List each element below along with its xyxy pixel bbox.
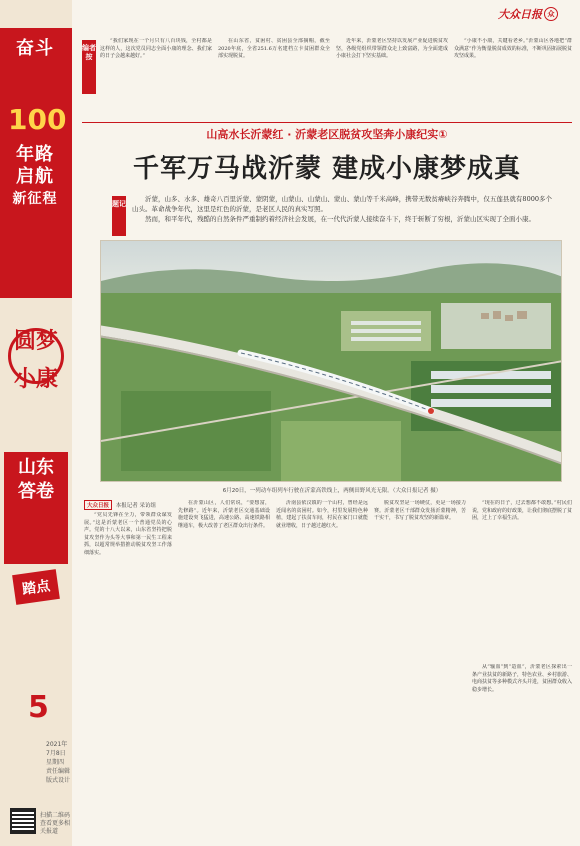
- answer-block: [4, 452, 68, 564]
- dream-text: [6, 322, 66, 398]
- answer-line-2: 答卷: [18, 481, 54, 502]
- point-tag: 踏点: [12, 569, 60, 605]
- top-paragraph: 近年来，沂蒙老区坚持以发展产业促进脱贫攻坚，各级党组织带领群众走上致富路，为全面建成小康社会打下坚实基础。: [336, 38, 448, 60]
- lead-text: [132, 194, 552, 224]
- series-title-rest: [8, 144, 62, 210]
- top-paragraph: “小康不小康，关键看老乡。”沂蒙山区各地把“群众满意”作为衡量脱贫成效的标准，不断巩固拓展脱贫攻坚成果。: [454, 38, 572, 60]
- top-column-1: [100, 38, 212, 118]
- body-paragraph: 在沂蒙山区，人们常说，“要想富，先修路”。近年来，沂蒙老区交通基础设施建设突飞猛进，高速公路、高速铁路相继通车，极大改善了老区群众出行条件。: [178, 500, 270, 529]
- answer-text: [8, 456, 64, 504]
- logo-seal-icon: 众: [544, 7, 558, 21]
- qr-caption: 扫描二维码 查看更多相关报道: [40, 812, 71, 835]
- masthead: [498, 4, 578, 24]
- dream-line-1: 圆梦: [13, 328, 58, 354]
- answer-line-1: 山东: [18, 457, 54, 478]
- byline-authors: 本报记者 采访组: [115, 503, 157, 509]
- series-title-line-4: 新征程: [12, 191, 58, 207]
- dream-calligraphy: [6, 322, 66, 452]
- issue-meta: 2021年7月8日 星期四 责任编辑 版式设计: [46, 741, 71, 784]
- top-column-3: [336, 38, 448, 118]
- top-column-2: [218, 38, 330, 118]
- lead-paragraph: 然而，和平年代，残酷的自然条件严重制约着经济社会发展，在一代代沂蒙人接续奋斗下，终于斩断了穷根，沂蒙山区实现了全面小康。: [145, 215, 535, 223]
- body-paragraph: 脱贫攻坚是一场硬仗，更是一场接力赛。沂蒙老区干部群众发扬沂蒙精神，苦干实干，书写了脱贫攻坚的新篇章。: [374, 500, 466, 522]
- dream-line-2: 小康: [13, 366, 58, 392]
- photo-caption: 6月20日，一列动车组列车行驶在沂蒙高铁线上，两侧田野风光无限。（大众日报记者 摄）: [222, 488, 442, 494]
- qr-code-icon[interactable]: [10, 808, 36, 834]
- body-paragraph: “现在的日子，过去想都不敢想。”村民们说，党和政府的好政策，让我们彻底摆脱了贫困，过上了幸福生活。: [472, 500, 572, 522]
- lead-paragraph: 沂蒙，山多、水多、雄奇八百里沂蒙、蒙阴蒙，山蒙山、山蒙山、蒙山、蒙山等千米高峰，携带无数贫瘠峡谷奔腾中，仅五莲县就有8000多个山头。革命战争年代，这里是红色的沂蒙，是老区人民的真实写照。: [132, 195, 552, 213]
- body-column-6: [472, 664, 572, 838]
- train-landscape-image: [101, 241, 562, 482]
- body-paragraph: 沂南县依汶镇的一个山村，曾经是远近闻名的贫困村。如今，村里发展特色种植，建起了扶贫车间，村民在家门口就能就业增收，日子越过越红火。: [276, 500, 368, 529]
- hundred-number: 100: [8, 103, 67, 136]
- newspaper-logo: 大众日报: [498, 8, 542, 21]
- body-column-3: [276, 500, 368, 838]
- page-number: 5: [28, 690, 49, 725]
- lead-tag: 题记: [112, 196, 126, 236]
- divider: [82, 122, 572, 123]
- byline-label: 大众日报: [84, 500, 112, 510]
- body-column-2: [178, 500, 270, 838]
- series-title-line-2: 年路: [16, 144, 54, 165]
- body-column-5: [472, 500, 572, 660]
- series-title: [8, 38, 62, 60]
- news-photo[interactable]: [100, 240, 562, 482]
- left-sidebar: [0, 0, 72, 846]
- top-paragraph: “我们家现在一个月只有八百块钱，全村都是这样的人，这次党员同志全面小康的理念、我们家的日子会越来越好。”: [100, 38, 212, 60]
- top-column-4: [454, 38, 572, 118]
- body-paragraph: 从“输血”到“造血”，沂蒙老区探索出一条产业扶贫的新路子，特色农业、乡村旅游、电商扶贫等多种模式齐头并进，贫困群众收入稳步增长。: [472, 664, 572, 693]
- series-title-block: [0, 28, 72, 298]
- series-title-line-1: 奋斗: [16, 38, 54, 59]
- series-title-line-3: 启航: [16, 166, 54, 187]
- body-column-4: [374, 500, 466, 838]
- body-column-1: [84, 512, 172, 838]
- top-paragraph: 在山东省，贫困村、贫困县全部摘帽，截至2020年底，全省251.6万名建档立卡贫困群众全部实现脱贫。: [218, 38, 330, 60]
- headline-title: 千军万马战沂蒙 建成小康梦成真: [132, 154, 522, 184]
- body-paragraph: “党员先锋在全力，带领群众谋发展。”这是沂蒙老区一个普通党员的心声。党的十八大以来，山东省坚持把脱贫攻坚作为头等大事和第一民生工程来抓，以超常规举措推动脱贫攻坚工作落细落实。: [84, 512, 172, 556]
- editor-note-tag: 编者按: [82, 40, 96, 94]
- headline-kicker: 山高水长沂蒙红 · 沂蒙老区脱贫攻坚奔小康纪实①: [206, 128, 448, 141]
